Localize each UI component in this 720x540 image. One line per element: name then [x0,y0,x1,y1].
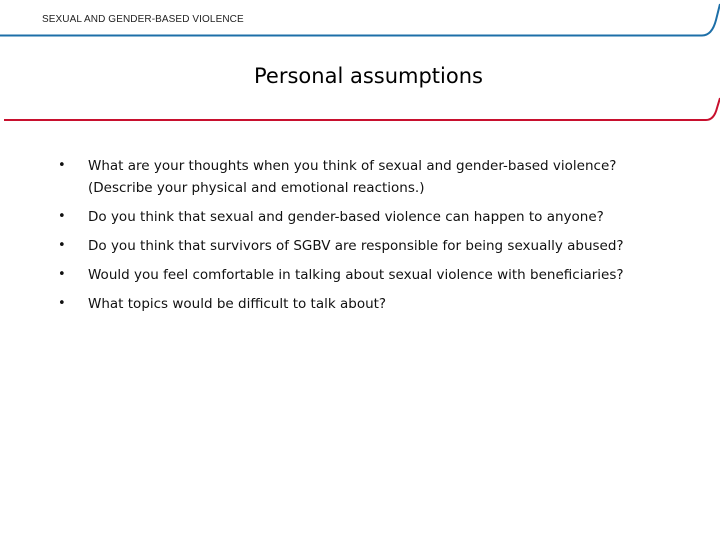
bullet-text: Do you think that sexual and gender-based violence can happen to anyone? [88,209,604,225]
bullet-item [56,206,666,228]
bullet-text: Do you think that survivors of SGBV are responsible for being sexually abused? [88,238,624,254]
bullet-icon: • [58,158,66,173]
bullet-icon: • [58,267,66,282]
bullet-icon: • [58,209,66,224]
bullet-text: Would you feel comfortable in talking about sexual violence with beneficiaries? [88,267,624,283]
bullet-item [56,293,666,315]
top-rule [0,4,720,36]
bullet-list [56,155,666,322]
header-label: SEXUAL AND GENDER-BASED VIOLENCE [42,14,244,25]
bullet-item [56,235,666,257]
bullet-item [56,264,666,286]
bullet-icon: • [58,238,66,253]
slide-title: Personal assumptions [254,64,483,88]
bullet-item [56,155,666,199]
title-rule [4,98,720,120]
bullet-text: What are your thoughts when you think of sexual and gender-based violence? (Describe your physical and emotional reactions.) [88,158,617,196]
bullet-text: What topics would be difficult to talk about? [88,296,387,312]
bullet-icon: • [58,296,66,311]
